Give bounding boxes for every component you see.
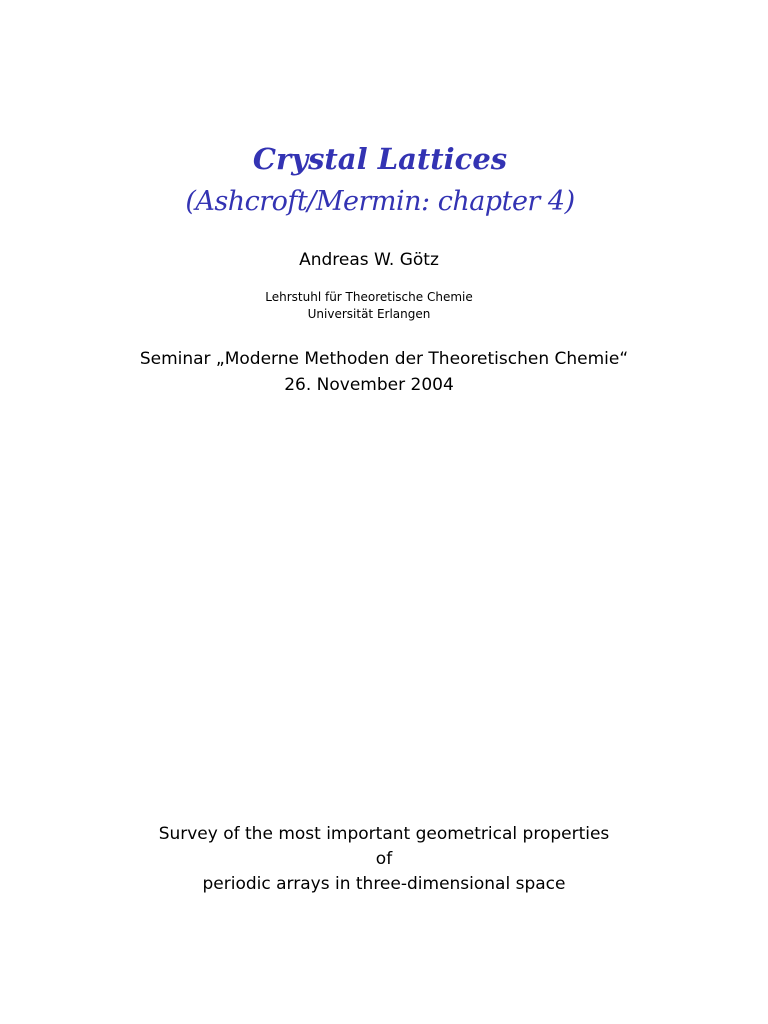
- survey-line-2: of: [375, 849, 393, 869]
- survey-line-3: periodic arrays in three-dimensional space: [202, 874, 566, 894]
- document-subtitle: (Ashcroft/Mermin: chapter 4): [185, 186, 575, 217]
- document-title: Crystal Lattices: [252, 142, 508, 176]
- survey-line-1: Survey of the most important geometrical properties: [158, 824, 610, 844]
- institution-line-2: Universität Erlangen: [307, 307, 431, 321]
- seminar-title: Seminar „Moderne Methoden der Theoretischen Chemie“: [139, 349, 629, 369]
- institution-line-1: Lehrstuhl für Theoretische Chemie: [265, 290, 473, 304]
- seminar-date: 26. November 2004: [284, 375, 454, 395]
- author-name: Andreas W. Götz: [299, 250, 439, 270]
